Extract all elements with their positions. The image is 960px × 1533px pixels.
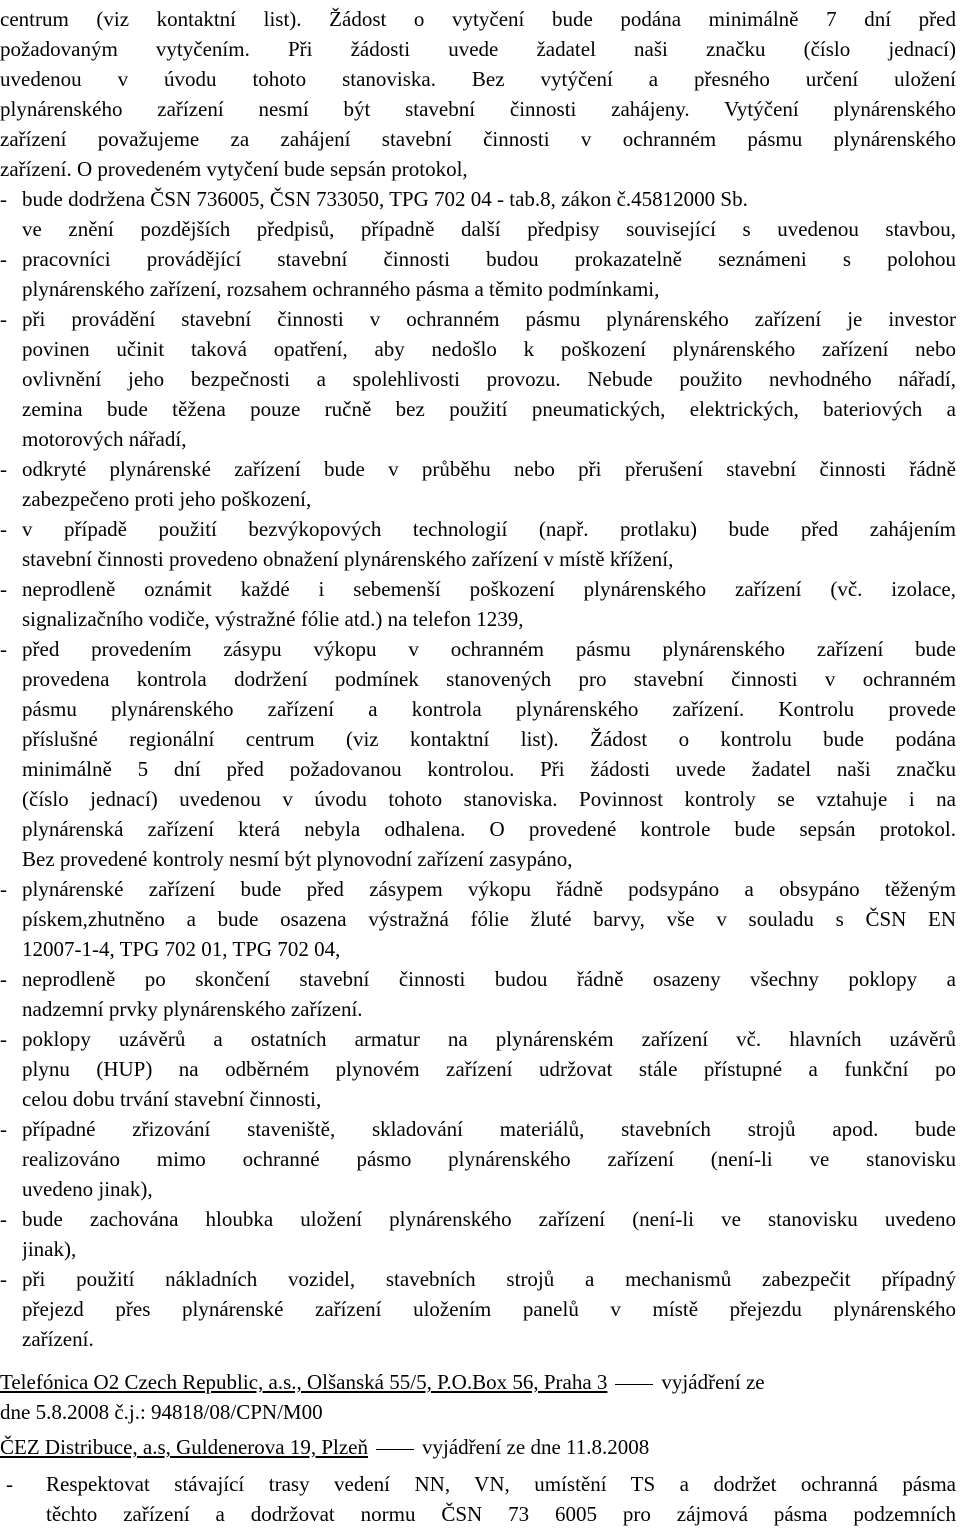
text-line: zařízení považujeme za zahájení stavební činnosti v ochranném pásmu plynárenského [0, 127, 956, 151]
telefonica-date-line: dne 5.8.2008 č.j.: 94818/08/CPN/M00 [0, 1400, 323, 1424]
text-line: pískem,zhutněno a bude osazena výstražná fólie žluté barvy, vše v souladu s ČSN EN [22, 907, 956, 931]
bullet-text: Respektovat stávající trasy vedení NN, VN, umístění TS a dodržet ochranná pásma [46, 1472, 956, 1496]
bullet-text: bude dodržena ČSN 736005, ČSN 733050, TPG 702 04 - tab.8, zákon č.45812000 Sb. [22, 187, 748, 211]
bullet-text: pracovníci provádějící stavební činnosti budou prokazatelně seznámeni s polohou [22, 247, 956, 271]
text-line: nadzemní prvky plynárenského zařízení. [22, 997, 363, 1021]
bullet-dash: - [0, 307, 7, 331]
bullet-item [0, 574, 956, 604]
bullet-dash: - [0, 1027, 7, 1051]
text-line: plynárenská zařízení která nebyla odhalena. O provedené kontrole bude sepsán protokol. [22, 817, 956, 841]
bullet-item [0, 1024, 956, 1054]
bullet-text: bude zachována hloubka uložení plynárenského zařízení (není-li ve stanovisku uvedeno [22, 1207, 956, 1231]
bullet-dash: - [0, 1117, 7, 1141]
text-line: uvedeno jinak), [22, 1177, 153, 1201]
text-line: plynárenského zařízení, rozsahem ochranného pásma a těmito podmínkami, [22, 277, 660, 301]
bullet-item [0, 1114, 956, 1144]
text-line: zařízení. O provedeném vytyčení bude sepsán protokol, [0, 157, 468, 181]
cez-tail: vyjádření ze dne 11.8.2008 [422, 1435, 650, 1459]
bullet-item [0, 304, 956, 334]
bullet-item [0, 874, 956, 904]
bullet-item [0, 1264, 956, 1294]
text-line: přejezd přes plynárenské zařízení uložením panelů v místě přejezdu plynárenského [22, 1297, 956, 1321]
cez-heading: ČEZ Distribuce, a.s, Guldenerova 19, Plzeň [0, 1435, 368, 1459]
bullet-text: neprodleně po skončení stavební činnosti budou řádně osazeny všechny poklopy a [22, 967, 956, 991]
text-line: plynárenského zařízení nesmí být stavební činnosti zahájeny. Vytýčení plynárenského [0, 97, 956, 121]
bullet-item [0, 1204, 956, 1234]
text-line: požadovaným vytyčením. Při žádosti uvede žadatel naši značku (číslo jednací) [0, 37, 956, 61]
text-line: zabezpečeno proti jeho poškození, [22, 487, 312, 511]
dash-line [376, 1449, 414, 1450]
text-line: realizováno mimo ochranné pásmo plynárenského zařízení (není-li ve stanovisku [22, 1147, 956, 1171]
text-line: jinak), [22, 1237, 77, 1261]
bullet-text: odkryté plynárenské zařízení bude v průběhu nebo při přerušení stavební činnosti řádně [22, 457, 956, 481]
text-line: 12007-1-4, TPG 702 01, TPG 702 04, [22, 937, 341, 961]
bullet-dash: - [0, 1207, 7, 1231]
bullet-item [0, 514, 956, 544]
bullet-dash: - [0, 457, 7, 481]
bullet-dash: - [0, 247, 7, 271]
bullet-item [0, 634, 956, 664]
telefonica-heading: Telefónica O2 Czech Republic, a.s., Olšanská 55/5, P.O.Box 56, Praha 3 [0, 1370, 608, 1394]
cez-heading-line [0, 1432, 956, 1462]
text-line: (číslo jednací) uvedenou v úvodu tohoto stanoviska. Povinnost kontroly se vztahuje i na [22, 787, 956, 811]
bullet-text: při použití nákladních vozidel, stavebních strojů a mechanismů zabezpečit případný [22, 1267, 956, 1291]
bullet-item [0, 1469, 956, 1499]
text-line: pásmu plynárenského zařízení a kontrola plynárenského zařízení. Kontrolu provede [22, 697, 956, 721]
text-line: minimálně 5 dní před požadovanou kontrolou. Při žádosti uvede žadatel naši značku [22, 757, 956, 781]
bullet-dash: - [0, 517, 7, 541]
dash-line [615, 1384, 653, 1385]
bullet-text: poklopy uzávěrů a ostatních armatur na plynárenském zařízení vč. hlavních uzávěrů [22, 1027, 956, 1051]
bullet-dash: - [0, 637, 7, 661]
text-line: povinen učinit taková opatření, aby nedošlo k poškození plynárenského zařízení nebo [22, 337, 956, 361]
bullet-item [0, 244, 956, 274]
text-line: ve znění pozdějších předpisů, případně další předpisy související s uvedenou stavbou, [22, 217, 956, 241]
text-line: ovlivnění jeho bezpečnosti a spolehlivosti provozu. Nebude použito nevhodného nářadí, [22, 367, 956, 391]
bullet-dash: - [0, 577, 7, 601]
text-line: celou dobu trvání stavební činnosti, [22, 1087, 322, 1111]
telefonica-heading-line [0, 1367, 956, 1397]
text-line: signalizačního vodiče, výstražné fólie atd.) na telefon 1239, [22, 607, 524, 631]
text-line: uvedenou v úvodu tohoto stanoviska. Bez vytýčení a přesného určení uložení [0, 67, 956, 91]
bullet-text: v případě použití bezvýkopových technologií (např. protlaku) bude před zahájením [22, 517, 956, 541]
bullet-text: plynárenské zařízení bude před zásypem výkopu řádně podsypáno a obsypáno těženým [22, 877, 956, 901]
text-line: zařízení. [22, 1327, 94, 1351]
bullet-text: případné zřizování staveniště, skladování materiálů, stavebních strojů apod. bude [22, 1117, 956, 1141]
text-line: provedena kontrola dodržení podmínek stanovených pro stavební činnosti v ochranném [22, 667, 956, 691]
bullet-text: při provádění stavební činnosti v ochranném pásmu plynárenského zařízení je investor [22, 307, 956, 331]
bullet-dash: - [6, 1472, 13, 1496]
text-line: plynu (HUP) na odběrném plynovém zařízení udržovat stále přístupné a funkční po [22, 1057, 956, 1081]
bullet-item [0, 964, 956, 994]
bullet-dash: - [0, 877, 7, 901]
bullet-item [0, 454, 956, 484]
bullet-dash: - [0, 187, 7, 211]
telefonica-tail: vyjádření ze [661, 1370, 765, 1394]
text-line: stavební činnosti provedeno obnažení plynárenského zařízení v místě křížení, [22, 547, 674, 571]
text-line: těchto zařízení a dodržovat normu ČSN 73 6005 pro zájmová pásma podzemních [46, 1502, 956, 1526]
bullet-text: neprodleně oznámit každé i sebemenší poškození plynárenského zařízení (vč. izolace, [22, 577, 956, 601]
text-line: zemina bude těžena pouze ručně bez použití pneumatických, elektrických, bateriových a [22, 397, 956, 421]
bullet-dash: - [0, 1267, 7, 1291]
text-line: Bez provedené kontroly nesmí být plynovodní zařízení zasypáno, [22, 847, 573, 871]
bullet-text: před provedením zásypu výkopu v ochranném pásmu plynárenského zařízení bude [22, 637, 956, 661]
text-line: příslušné regionální centrum (viz kontaktní list). Žádost o kontrolu bude podána [22, 727, 956, 751]
bullet-item [0, 184, 956, 214]
bullet-dash: - [0, 967, 7, 991]
text-line: centrum (viz kontaktní list). Žádost o vytyčení bude podána minimálně 7 dní před [0, 7, 956, 31]
text-line: motorových nářadí, [22, 427, 187, 451]
